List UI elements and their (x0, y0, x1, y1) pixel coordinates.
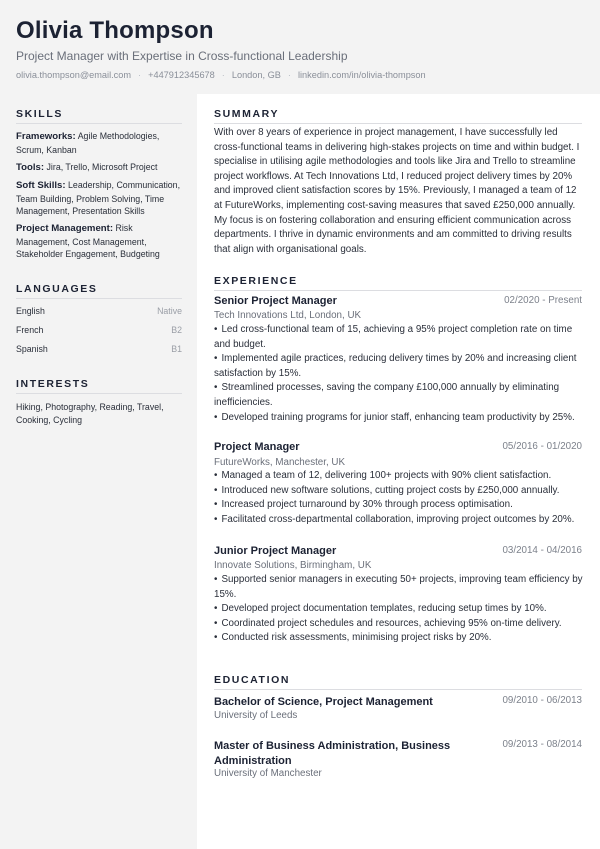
contact-separator: · (221, 70, 225, 80)
list-item: • Introduced new software solutions, cutting project costs by £250,000 annually. (214, 484, 584, 499)
list-item: • Conducted risk assessments, minimising project risks by 20%. (214, 631, 584, 646)
summary-heading: SUMMARY (214, 108, 280, 120)
job-dates: 02/2020 - Present (504, 295, 582, 306)
skill-group-value: Risk Management, Cost Management, Stakeholder Engagement, Budgeting (16, 223, 160, 259)
education-degree: Bachelor of Science, Project Management (214, 696, 433, 708)
language-row (16, 344, 182, 354)
resume-header (0, 0, 600, 94)
interests-list: Hiking, Photography, Reading, Travel, Cooking, Cycling (16, 402, 164, 425)
summary-text: With over 8 years of experience in project management, I have successfully led cross-functional teams in delivering high-stakes projects on time and within budget. I specialise in utilising agile methodologies and tools like Jira and Trello to streamline project workflows. At Tech Innovations Ltd, I reduced project delivery times by 20% and improved client satisfaction scores by 15%. Previously, I managed a team of 12 at FutureWorks, implementing cost-saving measures that saved £250,000 annually. My focus is on fostering collaboration and ensuring efficient communication across departments. I thrive in dynamic environments and am committed to driving results that align with organisational goals. (214, 127, 580, 255)
language-row (16, 325, 182, 335)
job-organization: Innovate Solutions, Birmingham, UK (214, 560, 372, 571)
contact-line (16, 70, 426, 80)
education-dates: 09/2013 - 08/2014 (502, 739, 582, 750)
job-title: Senior Project Manager (214, 295, 337, 307)
experience-heading: EXPERIENCE (214, 275, 298, 287)
section-divider (16, 393, 182, 394)
education-school: University of Leeds (214, 710, 298, 721)
language-level: B1 (171, 344, 182, 354)
job-bullets (214, 323, 584, 425)
skill-group (16, 161, 186, 175)
contact-phone[interactable]: +447912345678 (148, 70, 215, 80)
job-bullets (214, 573, 584, 646)
language-name: French (16, 325, 44, 335)
contact-separator: · (287, 70, 291, 80)
list-item: • Coordinated project schedules and resources, achieving 95% on-time delivery. (214, 617, 584, 632)
skill-group-value: Jira, Trello, Microsoft Project (46, 162, 158, 172)
contact-location: London, GB (231, 70, 281, 80)
job-bullets (214, 469, 584, 527)
contact-email[interactable]: olivia.thompson@email.com (16, 70, 132, 80)
list-item: • Developed project documentation templates, reducing setup times by 10%. (214, 602, 584, 617)
job-dates: 05/2016 - 01/2020 (502, 441, 582, 452)
skill-group (16, 222, 186, 261)
education-school: University of Manchester (214, 768, 322, 779)
list-item: • Managed a team of 12, delivering 100+ projects with 90% client satisfaction. (214, 469, 584, 484)
skill-group (16, 130, 186, 156)
language-level: B2 (171, 325, 182, 335)
education-dates: 09/2010 - 06/2013 (502, 695, 582, 706)
skill-group-label: Project Management: (16, 223, 114, 234)
job-dates: 03/2014 - 04/2016 (502, 545, 582, 556)
list-item: • Implemented agile practices, reducing delivery times by 20% and increasing client satisfaction by 15%. (214, 352, 584, 381)
list-item: • Supported senior managers in executing 50+ projects, improving team efficiency by 15%. (214, 573, 584, 602)
skill-group-value: Leadership, Communication, Team Building, Problem Solving, Time Management, Presentation Skills (16, 180, 181, 216)
languages-heading: LANGUAGES (16, 283, 98, 295)
skill-group-label: Soft Skills: (16, 180, 66, 191)
skill-group-value: Agile Methodologies, Scrum, Kanban (16, 131, 160, 155)
list-item: • Streamlined processes, saving the company £100,000 annually by eliminating inefficiencies. (214, 381, 584, 410)
education-degree: Master of Business Administration, Business Administration (214, 740, 451, 767)
list-item: • Led cross-functional team of 15, achieving a 95% project completion rate on time and budget. (214, 323, 584, 352)
language-row (16, 306, 182, 316)
education-heading: EDUCATION (214, 674, 291, 686)
language-name: Spanish (16, 344, 48, 354)
job-title: Junior Project Manager (214, 545, 337, 557)
section-divider (214, 290, 582, 291)
candidate-headline: Project Manager with Expertise in Cross-functional Leadership (16, 49, 348, 63)
skill-group-label: Frameworks: (16, 131, 76, 142)
language-level: Native (157, 306, 182, 316)
contact-linkedin[interactable]: linkedin.com/in/olivia-thompson (297, 70, 426, 80)
section-divider (214, 689, 582, 690)
candidate-name: Olivia Thompson (16, 17, 214, 44)
skill-group-label: Tools: (16, 162, 45, 173)
job-organization: Tech Innovations Ltd, London, UK (214, 310, 362, 321)
section-divider (16, 123, 182, 124)
list-item: • Increased project turnaround by 30% through process optimisation. (214, 498, 584, 513)
list-item: • Developed training programs for junior staff, enhancing team productivity by 25%. (214, 411, 584, 426)
skill-group (16, 179, 186, 218)
contact-separator: · (138, 70, 142, 80)
job-title: Project Manager (214, 441, 300, 453)
skills-heading: SKILLS (16, 108, 63, 120)
list-item: • Facilitated cross-departmental collaboration, improving project outcomes by 20%. (214, 513, 584, 528)
interests-heading: INTERESTS (16, 378, 90, 390)
section-divider (16, 298, 182, 299)
section-divider (214, 123, 582, 124)
job-organization: FutureWorks, Manchester, UK (214, 457, 346, 468)
language-name: English (16, 306, 45, 316)
